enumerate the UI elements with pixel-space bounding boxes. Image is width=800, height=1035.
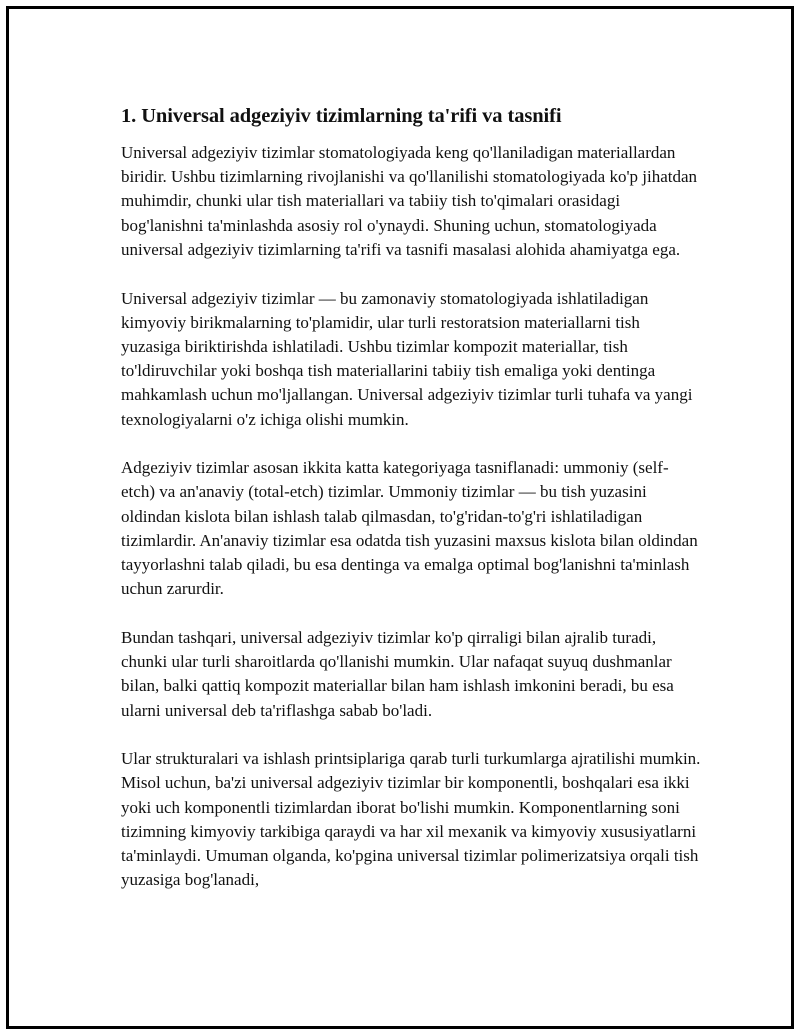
page-frame <box>6 6 794 1029</box>
paragraph-1: Universal adgeziyiv tizimlar stomatologiyada keng qo'llaniladigan materiallardan biridir. Ushbu tizimlarning rivojlanishi va qo'llanilishi stomatologiyada ko'p jihatdan muhimdir, chunki ular tish materiallari va tabiiy tish to'qimalari orasidagi bog'lanishni ta'minlashda asosiy rol o'ynaydi. Shuning uchun, stomatologiyada universal adgeziyiv tizimlarning ta'rifi va tasnifi masalasi alohida ahamiyatga ega. <box>121 143 698 259</box>
paragraph-4: Bundan tashqari, universal adgeziyiv tizimlar ko'p qirraligi bilan ajralib turadi, chunki ular turli sharoitlarda qo'llanishi mumkin. Ular nafaqat suyuq dushmanlar bilan, balki qattiq kompozit materiallar bilan ham ishlash imkonini beradi, bu esa ularni universal deb ta'riflashga sabab bo'ladi. <box>121 627 674 720</box>
paragraph-3: Adgeziyiv tizimlar asosan ikkita katta kategoriyaga tasniflanadi: ummoniy (self-etch) va an'anaviy (total-etch) tizimlar. Ummoniy tizimlar — bu tish yuzasini oldindan kislota bilan ishlash talab qilmasdan, to'g'ridan-to'g'ri ishlatiladigan tizimlardir. An'anaviy tizimlar esa odatda tish yuzasini maxsus kislota bilan oldindan tayyorlashni talab qiladi, bu esa dentinga va emalga optimal bog'lanishni ta'minlash uchun zarurdir. <box>121 458 698 599</box>
paragraph-5: Ular strukturalari va ishlash printsiplariga qarab turli turkumlarga ajratilishi mumkin. Misol uchun, ba'zi universal adgeziyiv tizimlar bir komponentli, boshqalari esa ikki yoki uch komponentli tizimlardan iborat bo'lishi mumkin. Komponentlarning soni tizimning kimyoviy tarkibiga qaraydi va har xil mexanik va kimyoviy xususiyatlarni ta'minlaydi. Umuman olganda, ko'pgina universal tizimlar polimerizatsiya orqali tish yuzasiga bog'lanadi, <box>121 749 701 890</box>
paragraph-2: Universal adgeziyiv tizimlar — bu zamonaviy stomatologiyada ishlatiladigan kimyoviy birikmalarning to'plamidir, ular turli restoratsion materiallarni tish yuzasiga biriktirishda ishlatiladi. Ushbu tizimlar kompozit materiallar, tish to'ldiruvchilar yoki boshqa tish materiallarini tabiiy tish emaliga yoki dentinga mahkamlash uchun mo'ljallangan. Universal adgeziyiv tizimlar turli tuhafa va yangi texnologiyalarni o'z ichiga olishi mumkin. <box>121 288 693 429</box>
section-heading: 1. Universal adgeziyiv tizimlarning ta'rifi va tasnifi <box>121 105 562 127</box>
document-body <box>121 103 701 917</box>
